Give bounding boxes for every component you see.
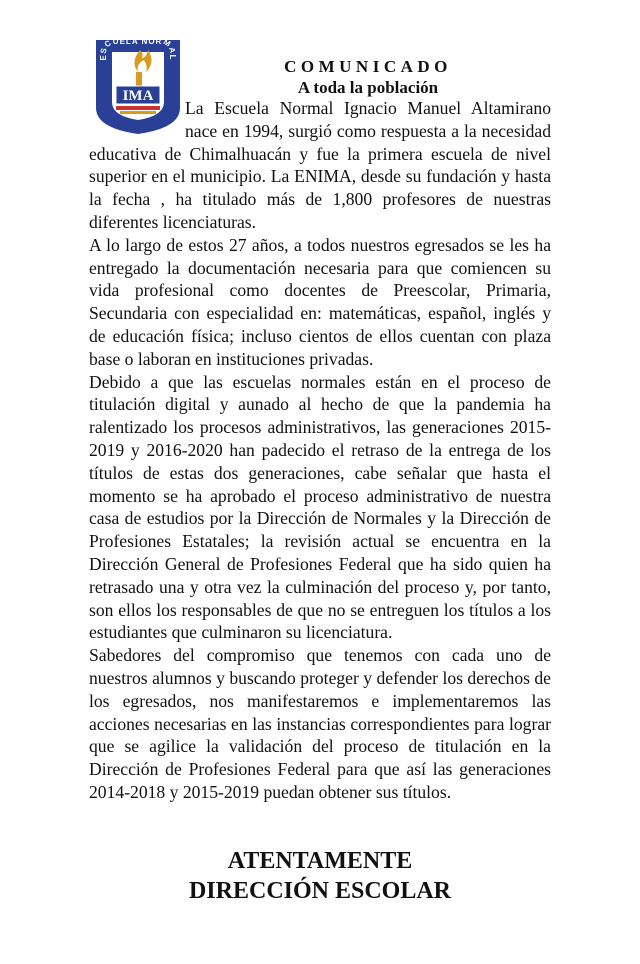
paragraph-4: Sabedores del compromiso que tenemos con cada uno de nuestros alumnos y buscando proteger y defender los derechos de los egresados, nos manifestaremos e implementaremos las acciones necesarias en las instancias correspondientes para lograr que se agilice la validación del proceso de titulación en la Dirección de Profesiones Federal para que así las generaciones 2014-2018 y 2015-2019 puedan obtener sus títulos. [89,645,551,802]
closing-line-1: ATENTAMENTE [227,848,413,874]
logo-spacer [89,97,185,141]
paragraph-3: Debido a que las escuelas normales están en el proceso de titulación digital y aunado al hecho de que la pandemia ha ralentizado los procesos administrativos, las generaciones 2015-2019 y 2016-2020 han padecido el retraso de la entrega de los títulos de estas dos generaciones, cabe señalar que hasta el momento se ha aprobado el proceso administrativo de nuestra casa de estudios por la Dirección de Normales y la Dirección de Profesiones Estatales; la revisión actual se encuentra en la Dirección General de Profesiones Federal que ha sido quien ha retrasado una y otra vez la culminación del proceso y, por tanto, son ellos los responsables de que no se entreguen los títulos a los estudiantes que culminaron su licenciatura. [89,371,551,643]
closing-line-2: DIRECCIÓN ESCOLAR [188,878,452,904]
paragraph-2: A lo largo de estos 27 años, a todos nuestros egresados se les ha entregado la documentación necesaria para que comiencen su vida profesional como docentes de Preescolar, Primaria, Secundaria con especialidad en: matemáticas, español, inglés y de educación física; incluso cientos de ellos cuentan con plaza base o laboran en instituciones privadas. [89,234,551,369]
communique-body [89,97,551,804]
emblem-text: IMA [122,88,154,104]
page-title: COMUNICADO [284,57,452,76]
closing-signature [0,846,640,906]
ring-text: ESCUELA NORMAL [98,37,178,61]
paragraph-1: La Escuela Normal Ignacio Manuel Altamirano nace en 1994, surgió como respuesta a la necesidad educativa de Chimalhuacán y fue la primera escuela de nivel superior en el municipio. La ENIMA, desde su fundación y hasta la fecha , ha titulado más de 1,800 profesores de nuestras diferentes licenciaturas. [89,98,551,232]
page-subtitle: A toda la población [297,78,439,97]
